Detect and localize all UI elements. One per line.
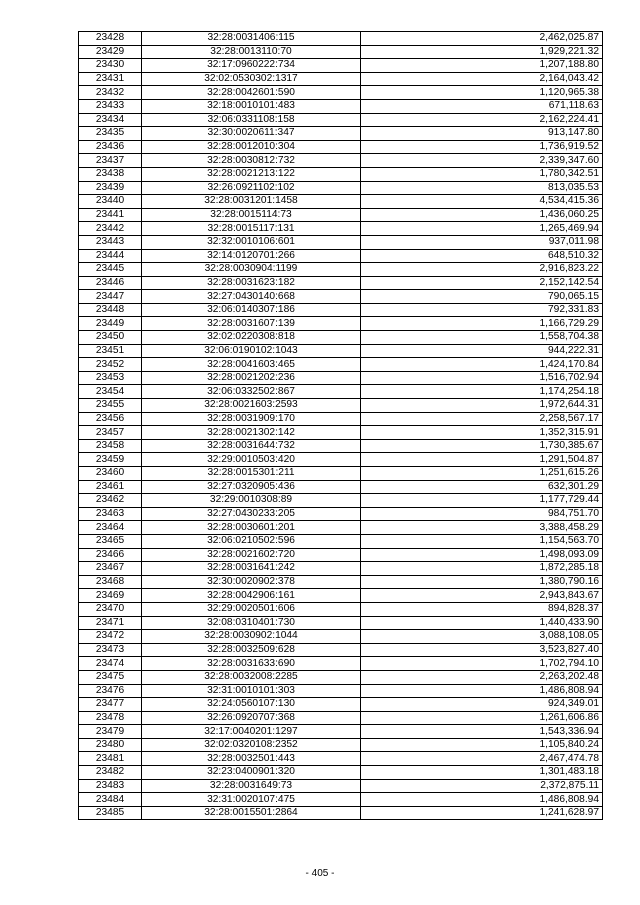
- cadastral-number-cell: 32:28:0042906:161: [142, 589, 361, 603]
- row-number-cell: 23453: [79, 371, 142, 385]
- amount-cell: 671,118.63: [361, 99, 603, 113]
- table-row: [79, 59, 603, 73]
- data-table-container: [78, 31, 598, 820]
- amount-cell: 1,166,729.29: [361, 317, 603, 331]
- cadastral-number-cell: 32:28:0021603:2593: [142, 399, 361, 413]
- amount-cell: 1,436,060.25: [361, 208, 603, 222]
- table-row: [79, 331, 603, 345]
- row-number-cell: 23437: [79, 154, 142, 168]
- cadastral-number-cell: 32:02:0320108:2352: [142, 738, 361, 752]
- cadastral-number-cell: 32:30:0020902:378: [142, 575, 361, 589]
- amount-cell: 924,349.01: [361, 698, 603, 712]
- cadastral-number-cell: 32:31:0010101:303: [142, 684, 361, 698]
- table-row: [79, 45, 603, 59]
- row-number-cell: 23454: [79, 385, 142, 399]
- cadastral-number-cell: 32:29:0020501:606: [142, 602, 361, 616]
- row-number-cell: 23448: [79, 303, 142, 317]
- cadastral-number-cell: 32:28:0031649:73: [142, 779, 361, 793]
- amount-cell: 1,207,188.80: [361, 59, 603, 73]
- cadastral-number-cell: 32:28:0031909:170: [142, 412, 361, 426]
- amount-cell: 648,510.32: [361, 249, 603, 263]
- table-row: [79, 589, 603, 603]
- table-row: [79, 140, 603, 154]
- amount-cell: 792,331.83: [361, 303, 603, 317]
- row-number-cell: 23474: [79, 657, 142, 671]
- amount-cell: 1,174,254.18: [361, 385, 603, 399]
- row-number-cell: 23430: [79, 59, 142, 73]
- cadastral-number-cell: 32:06:0210502:596: [142, 534, 361, 548]
- row-number-cell: 23484: [79, 793, 142, 807]
- cadastral-number-cell: 32:02:0530302:1317: [142, 72, 361, 86]
- amount-cell: 1,543,336.94: [361, 725, 603, 739]
- amount-cell: 790,065.15: [361, 290, 603, 304]
- cadastral-number-cell: 32:23:0400901:320: [142, 766, 361, 780]
- amount-cell: 2,258,567.17: [361, 412, 603, 426]
- table-row: [79, 208, 603, 222]
- cadastral-number-cell: 32:28:0031607:139: [142, 317, 361, 331]
- amount-cell: 1,972,644.31: [361, 399, 603, 413]
- table-row: [79, 616, 603, 630]
- table-row: [79, 779, 603, 793]
- row-number-cell: 23459: [79, 453, 142, 467]
- cadastral-number-cell: 32:28:0030812:732: [142, 154, 361, 168]
- table-body: [79, 32, 603, 820]
- table-row: [79, 670, 603, 684]
- table-row: [79, 439, 603, 453]
- row-number-cell: 23443: [79, 235, 142, 249]
- cadastral-number-cell: 32:28:0041603:465: [142, 358, 361, 372]
- cadastral-number-cell: 32:28:0031644:732: [142, 439, 361, 453]
- row-number-cell: 23429: [79, 45, 142, 59]
- table-row: [79, 249, 603, 263]
- cadastral-number-cell: 32:28:0031641:242: [142, 562, 361, 576]
- table-row: [79, 86, 603, 100]
- amount-cell: 1,291,504.87: [361, 453, 603, 467]
- row-number-cell: 23464: [79, 521, 142, 535]
- row-number-cell: 23450: [79, 331, 142, 345]
- row-number-cell: 23478: [79, 711, 142, 725]
- cadastral-number-cell: 32:18:0010101:483: [142, 99, 361, 113]
- amount-cell: 2,462,025.87: [361, 32, 603, 46]
- table-row: [79, 154, 603, 168]
- cadastral-number-cell: 32:27:0430233:205: [142, 507, 361, 521]
- amount-cell: 937,011.98: [361, 235, 603, 249]
- page-number: - 405 -: [305, 868, 335, 879]
- cadastral-number-cell: 32:28:0013110:70: [142, 45, 361, 59]
- cadastral-number-cell: 32:28:0042601:590: [142, 86, 361, 100]
- amount-cell: 4,534,415.36: [361, 195, 603, 209]
- row-number-cell: 23449: [79, 317, 142, 331]
- table-row: [79, 222, 603, 236]
- amount-cell: 813,035.53: [361, 181, 603, 195]
- cadastral-number-cell: 32:28:0015117:131: [142, 222, 361, 236]
- amount-cell: 1,424,170.84: [361, 358, 603, 372]
- cadastral-number-cell: 32:24:0560107:130: [142, 698, 361, 712]
- cadastral-number-cell: 32:08:0310401:730: [142, 616, 361, 630]
- table-row: [79, 521, 603, 535]
- table-row: [79, 426, 603, 440]
- cadastral-number-cell: 32:28:0012010:304: [142, 140, 361, 154]
- cadastral-number-cell: 32:17:0040201:1297: [142, 725, 361, 739]
- table-row: [79, 358, 603, 372]
- cadastral-number-cell: 32:31:0020107:475: [142, 793, 361, 807]
- table-row: [79, 602, 603, 616]
- cadastral-number-cell: 32:28:0032509:628: [142, 643, 361, 657]
- row-number-cell: 23475: [79, 670, 142, 684]
- cadastral-number-cell: 32:28:0015501:2864: [142, 806, 361, 820]
- row-number-cell: 23438: [79, 167, 142, 181]
- cadastral-number-cell: 32:28:0032008:2285: [142, 670, 361, 684]
- row-number-cell: 23460: [79, 467, 142, 481]
- cadastral-number-cell: 32:27:0320905:436: [142, 480, 361, 494]
- table-row: [79, 480, 603, 494]
- row-number-cell: 23440: [79, 195, 142, 209]
- amount-cell: 2,372,875.11: [361, 779, 603, 793]
- cadastral-number-cell: 32:28:0021302:142: [142, 426, 361, 440]
- table-row: [79, 793, 603, 807]
- cadastral-number-cell: 32:28:0015114:73: [142, 208, 361, 222]
- row-number-cell: 23433: [79, 99, 142, 113]
- row-number-cell: 23468: [79, 575, 142, 589]
- row-number-cell: 23479: [79, 725, 142, 739]
- cadastral-number-cell: 32:02:0220308:818: [142, 331, 361, 345]
- amount-cell: 1,702,794.10: [361, 657, 603, 671]
- amount-cell: 1,352,315.91: [361, 426, 603, 440]
- table-row: [79, 99, 603, 113]
- row-number-cell: 23467: [79, 562, 142, 576]
- cadastral-number-cell: 32:28:0030904:1199: [142, 263, 361, 277]
- amount-cell: 2,164,043.42: [361, 72, 603, 86]
- row-number-cell: 23434: [79, 113, 142, 127]
- table-row: [79, 113, 603, 127]
- table-row: [79, 467, 603, 481]
- table-row: [79, 752, 603, 766]
- cadastral-number-cell: 32:29:0010308:89: [142, 494, 361, 508]
- table-row: [79, 534, 603, 548]
- table-row: [79, 711, 603, 725]
- table-row: [79, 453, 603, 467]
- data-table: [78, 31, 603, 820]
- amount-cell: 1,516,702.94: [361, 371, 603, 385]
- cadastral-number-cell: 32:17:0960222:734: [142, 59, 361, 73]
- row-number-cell: 23457: [79, 426, 142, 440]
- table-row: [79, 725, 603, 739]
- table-row: [79, 290, 603, 304]
- row-number-cell: 23463: [79, 507, 142, 521]
- row-number-cell: 23447: [79, 290, 142, 304]
- amount-cell: 2,916,823.22: [361, 263, 603, 277]
- amount-cell: 1,154,563.70: [361, 534, 603, 548]
- amount-cell: 984,751.70: [361, 507, 603, 521]
- cadastral-number-cell: 32:27:0430140:668: [142, 290, 361, 304]
- row-number-cell: 23432: [79, 86, 142, 100]
- row-number-cell: 23471: [79, 616, 142, 630]
- row-number-cell: 23455: [79, 399, 142, 413]
- cadastral-number-cell: 32:28:0030601:201: [142, 521, 361, 535]
- row-number-cell: 23452: [79, 358, 142, 372]
- amount-cell: 2,339,347.60: [361, 154, 603, 168]
- amount-cell: 1,780,342.51: [361, 167, 603, 181]
- amount-cell: 1,872,285.18: [361, 562, 603, 576]
- row-number-cell: 23466: [79, 548, 142, 562]
- table-row: [79, 32, 603, 46]
- row-number-cell: 23439: [79, 181, 142, 195]
- table-row: [79, 698, 603, 712]
- table-row: [79, 738, 603, 752]
- table-row: [79, 806, 603, 820]
- table-row: [79, 181, 603, 195]
- table-row: [79, 167, 603, 181]
- amount-cell: 913,147.80: [361, 127, 603, 141]
- row-number-cell: 23428: [79, 32, 142, 46]
- table-row: [79, 507, 603, 521]
- row-number-cell: 23485: [79, 806, 142, 820]
- table-row: [79, 72, 603, 86]
- cadastral-number-cell: 32:28:0015301:211: [142, 467, 361, 481]
- row-number-cell: 23442: [79, 222, 142, 236]
- table-row: [79, 276, 603, 290]
- row-number-cell: 23470: [79, 602, 142, 616]
- amount-cell: 3,523,827.40: [361, 643, 603, 657]
- cadastral-number-cell: 32:28:0031633:690: [142, 657, 361, 671]
- row-number-cell: 23445: [79, 263, 142, 277]
- row-number-cell: 23444: [79, 249, 142, 263]
- table-row: [79, 344, 603, 358]
- table-row: [79, 412, 603, 426]
- amount-cell: 3,388,458.29: [361, 521, 603, 535]
- cadastral-number-cell: 32:28:0031623:182: [142, 276, 361, 290]
- row-number-cell: 23446: [79, 276, 142, 290]
- amount-cell: 1,251,615.26: [361, 467, 603, 481]
- amount-cell: 1,730,385.67: [361, 439, 603, 453]
- cadastral-number-cell: 32:28:0031406:115: [142, 32, 361, 46]
- table-row: [79, 371, 603, 385]
- amount-cell: 1,486,808.94: [361, 793, 603, 807]
- amount-cell: 1,498,093.09: [361, 548, 603, 562]
- cadastral-number-cell: 32:06:0332502:867: [142, 385, 361, 399]
- cadastral-number-cell: 32:28:0021202:236: [142, 371, 361, 385]
- amount-cell: 894,828.37: [361, 602, 603, 616]
- table-row: [79, 303, 603, 317]
- cadastral-number-cell: 32:29:0010503:420: [142, 453, 361, 467]
- row-number-cell: 23473: [79, 643, 142, 657]
- row-number-cell: 23476: [79, 684, 142, 698]
- row-number-cell: 23431: [79, 72, 142, 86]
- table-row: [79, 657, 603, 671]
- amount-cell: 1,440,433.90: [361, 616, 603, 630]
- cadastral-number-cell: 32:30:0020611:347: [142, 127, 361, 141]
- table-row: [79, 548, 603, 562]
- table-row: [79, 263, 603, 277]
- row-number-cell: 23465: [79, 534, 142, 548]
- row-number-cell: 23480: [79, 738, 142, 752]
- amount-cell: 1,736,919.52: [361, 140, 603, 154]
- amount-cell: 2,467,474.78: [361, 752, 603, 766]
- table-row: [79, 630, 603, 644]
- cadastral-number-cell: 32:28:0021602:720: [142, 548, 361, 562]
- cadastral-number-cell: 32:06:0190102:1043: [142, 344, 361, 358]
- row-number-cell: 23451: [79, 344, 142, 358]
- table-row: [79, 235, 603, 249]
- amount-cell: 632,301.29: [361, 480, 603, 494]
- table-row: [79, 575, 603, 589]
- cadastral-number-cell: 32:28:0031201:1458: [142, 195, 361, 209]
- cadastral-number-cell: 32:26:0921102:102: [142, 181, 361, 195]
- row-number-cell: 23458: [79, 439, 142, 453]
- table-row: [79, 385, 603, 399]
- amount-cell: 1,929,221.32: [361, 45, 603, 59]
- row-number-cell: 23481: [79, 752, 142, 766]
- row-number-cell: 23462: [79, 494, 142, 508]
- row-number-cell: 23441: [79, 208, 142, 222]
- amount-cell: 1,105,840.24: [361, 738, 603, 752]
- amount-cell: 2,162,224.41: [361, 113, 603, 127]
- amount-cell: 3,088,108.05: [361, 630, 603, 644]
- amount-cell: 1,265,469.94: [361, 222, 603, 236]
- table-row: [79, 195, 603, 209]
- row-number-cell: 23461: [79, 480, 142, 494]
- row-number-cell: 23456: [79, 412, 142, 426]
- table-row: [79, 684, 603, 698]
- table-row: [79, 643, 603, 657]
- row-number-cell: 23472: [79, 630, 142, 644]
- row-number-cell: 23469: [79, 589, 142, 603]
- cadastral-number-cell: 32:32:0010106:601: [142, 235, 361, 249]
- amount-cell: 1,177,729.44: [361, 494, 603, 508]
- amount-cell: 1,120,965.38: [361, 86, 603, 100]
- cadastral-number-cell: 32:28:0021213:122: [142, 167, 361, 181]
- cadastral-number-cell: 32:06:0140307:186: [142, 303, 361, 317]
- table-row: [79, 562, 603, 576]
- amount-cell: 2,943,843.67: [361, 589, 603, 603]
- amount-cell: 944,222.31: [361, 344, 603, 358]
- row-number-cell: 23477: [79, 698, 142, 712]
- row-number-cell: 23482: [79, 766, 142, 780]
- amount-cell: 1,261,606.86: [361, 711, 603, 725]
- amount-cell: 2,152,142.54: [361, 276, 603, 290]
- row-number-cell: 23436: [79, 140, 142, 154]
- amount-cell: 2,263,202.48: [361, 670, 603, 684]
- row-number-cell: 23435: [79, 127, 142, 141]
- cadastral-number-cell: 32:14:0120701:266: [142, 249, 361, 263]
- amount-cell: 1,241,628.97: [361, 806, 603, 820]
- cadastral-number-cell: 32:26:0920707:368: [142, 711, 361, 725]
- table-row: [79, 766, 603, 780]
- amount-cell: 1,486,808.94: [361, 684, 603, 698]
- cadastral-number-cell: 32:28:0032501:443: [142, 752, 361, 766]
- amount-cell: 1,301,483.18: [361, 766, 603, 780]
- amount-cell: 1,380,790.16: [361, 575, 603, 589]
- cadastral-number-cell: 32:06:0331108:158: [142, 113, 361, 127]
- amount-cell: 1,558,704.38: [361, 331, 603, 345]
- row-number-cell: 23483: [79, 779, 142, 793]
- table-row: [79, 127, 603, 141]
- cadastral-number-cell: 32:28:0030902:1044: [142, 630, 361, 644]
- table-row: [79, 317, 603, 331]
- table-row: [79, 494, 603, 508]
- table-row: [79, 399, 603, 413]
